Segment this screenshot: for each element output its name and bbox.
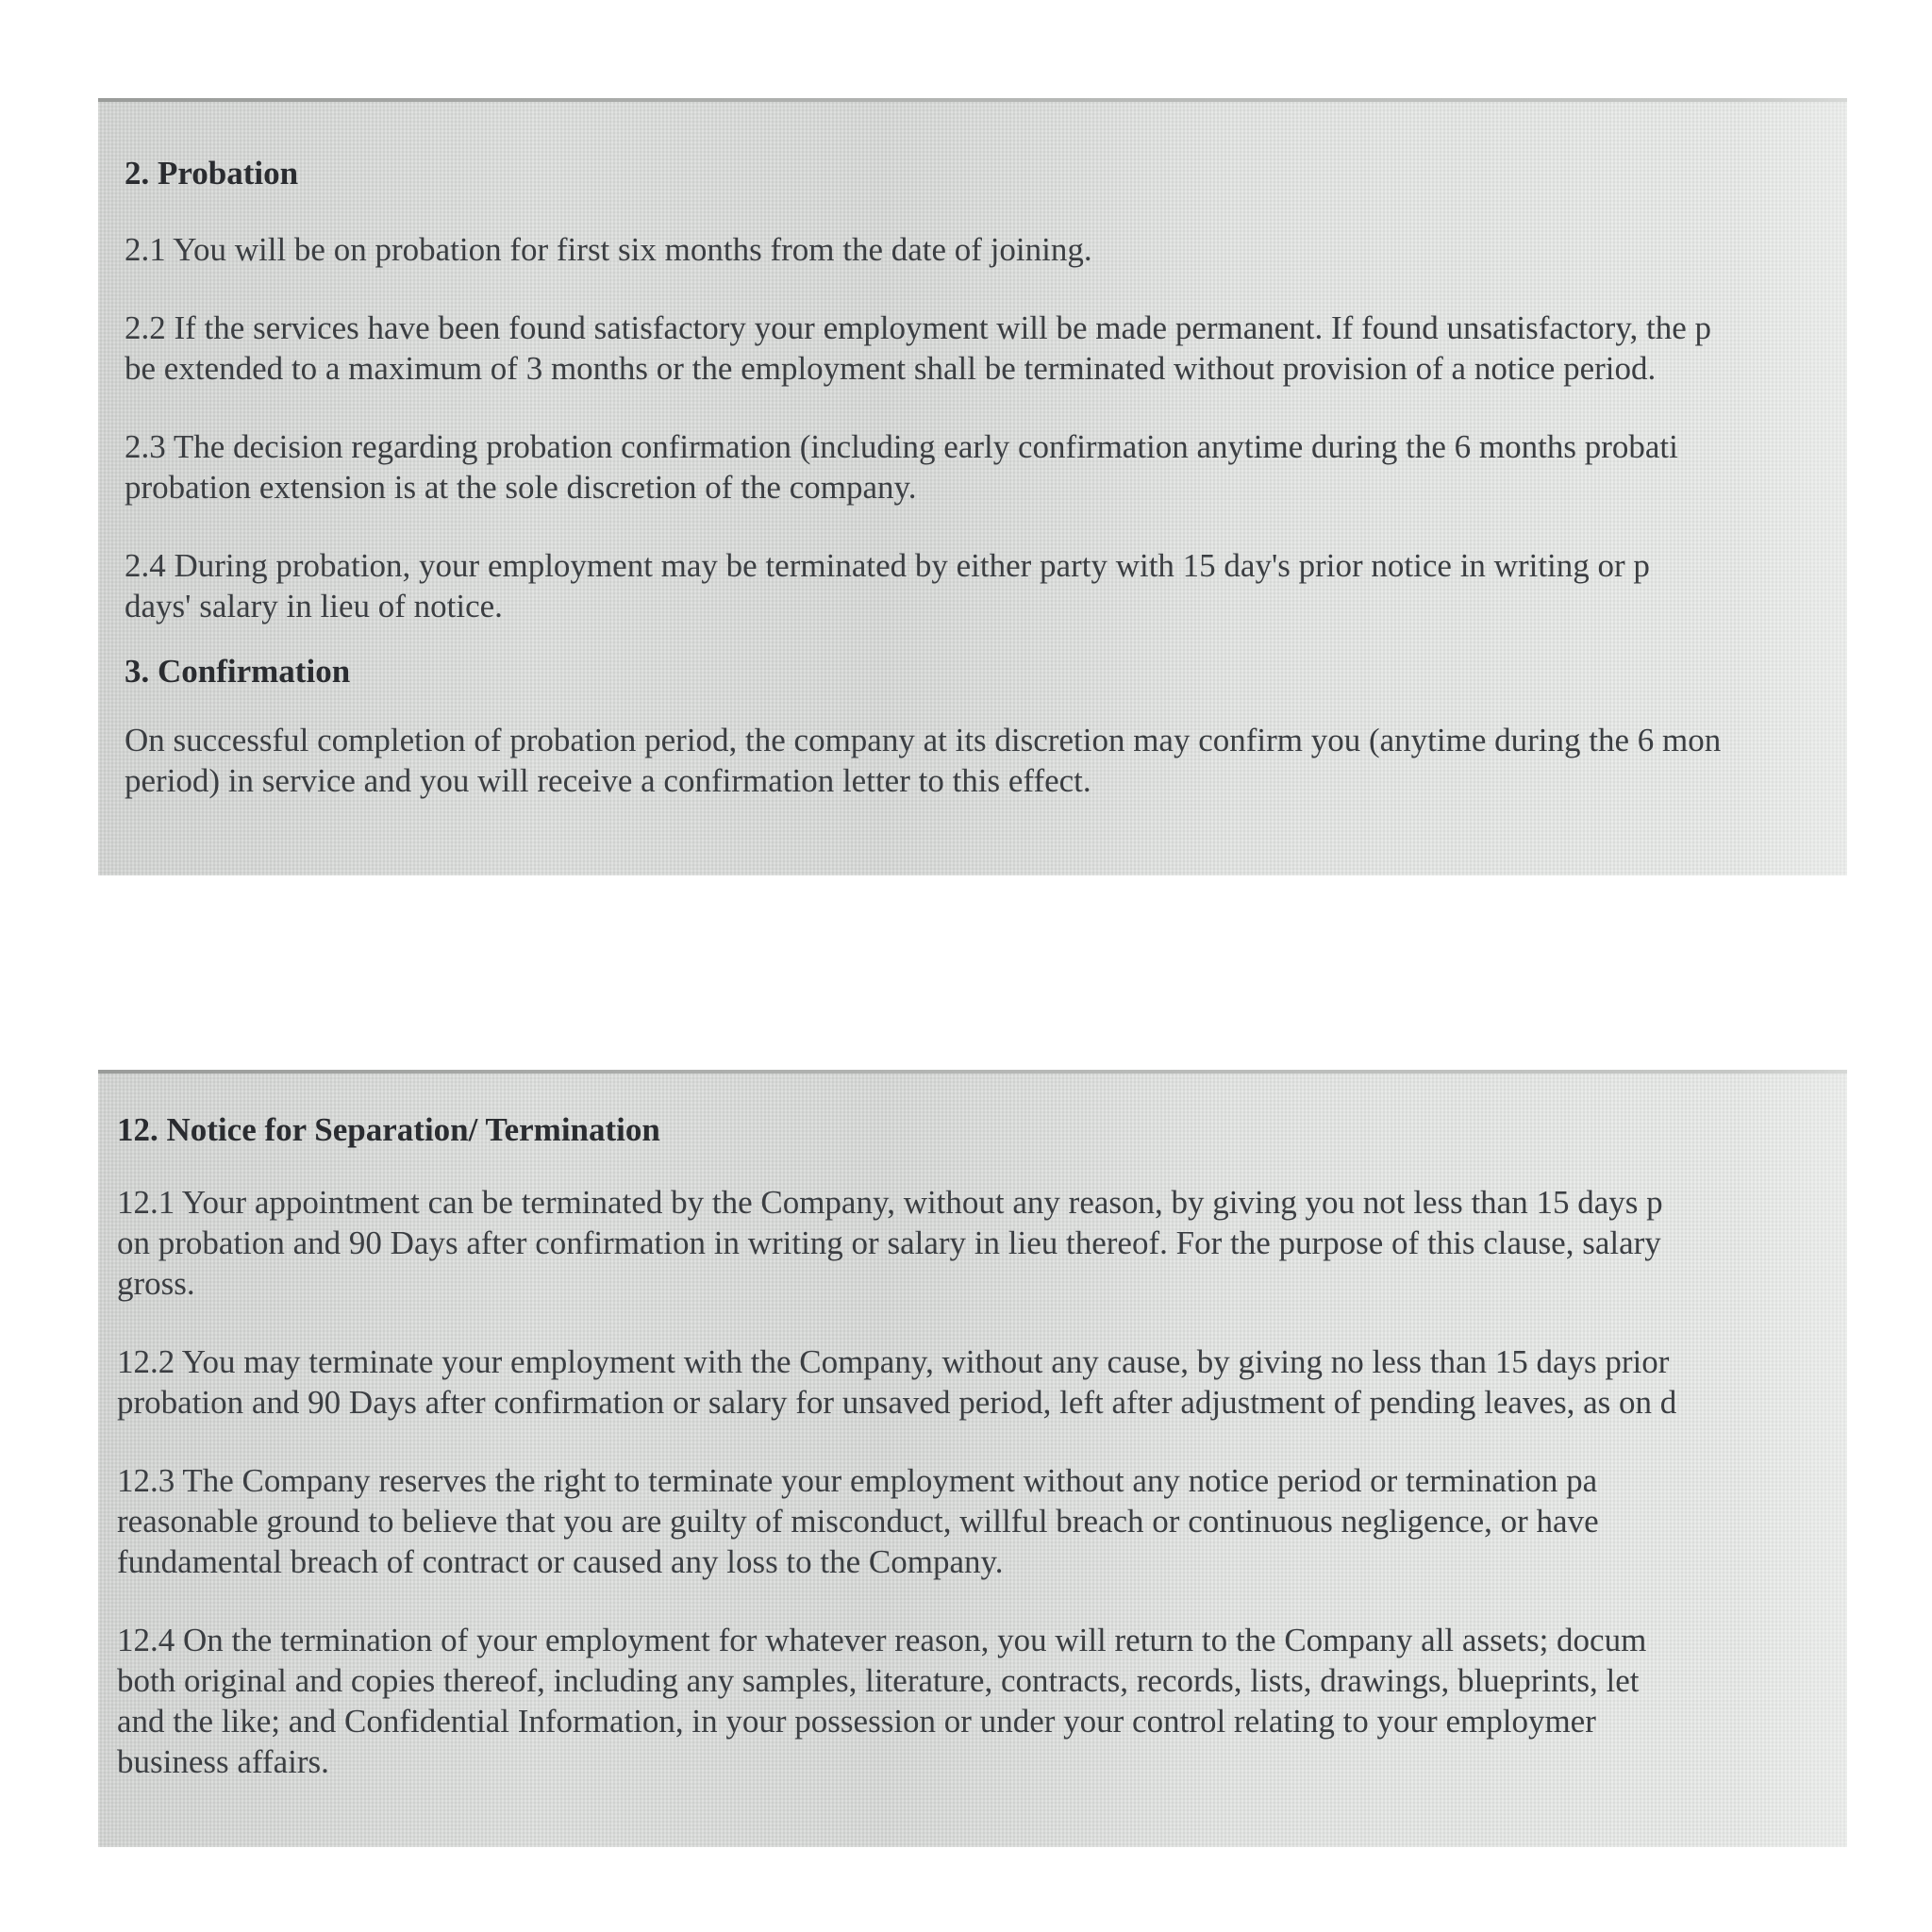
clause-line: 12.2 You may terminate your employment with the Company, without any cause, by giving no less than 15 days prior	[117, 1343, 1670, 1380]
clause-line: both original and copies thereof, including any samples, literature, contracts, records, lists, drawings, blueprints, let	[117, 1662, 1640, 1699]
clause-12-2	[117, 1341, 1676, 1423]
clause-line: days' salary in lieu of notice.	[125, 588, 503, 625]
section-heading-confirmation: 3. Confirmation	[125, 653, 351, 690]
clause-line: 12.3 The Company reserves the right to terminate your employment without any notice period or termination pa	[117, 1462, 1598, 1499]
clause-line: 2.3 The decision regarding probation confirmation (including early confirmation anytime during the 6 months probati	[125, 428, 1678, 465]
clause-2-4	[125, 545, 1721, 626]
clause-line: period) in service and you will receive a confirmation letter to this effect.	[125, 762, 1091, 799]
clause-line: be extended to a maximum of 3 months or the employment shall be terminated without provision of a notice period.	[125, 350, 1657, 387]
document-text-block	[125, 98, 1721, 839]
section-heading-notice-termination: 12. Notice for Separation/ Termination	[117, 1111, 660, 1148]
clause-2-1	[125, 229, 1721, 270]
clause-line: On successful completion of probation period, the company at its discretion may confirm you (anytime during the 6 mon	[125, 722, 1722, 758]
confirmation-paragraph	[125, 720, 1721, 801]
clause-12-4	[117, 1620, 1676, 1782]
section-heading-probation: 2. Probation	[125, 155, 299, 192]
clause-2-3	[125, 426, 1721, 508]
clause-line: 12.4 On the termination of your employment for whatever reason, you will return to the Company all assets; docum	[117, 1622, 1647, 1658]
clause-line: fundamental breach of contract or caused any loss to the Company.	[117, 1543, 1004, 1580]
clause-line: 2.2 If the services have been found satisfactory your employment will be made permanent. If found unsatisfactory, the p	[125, 309, 1712, 346]
document-text-block	[117, 1070, 1676, 1820]
clause-line: on probation and 90 Days after confirmation in writing or salary in lieu thereof. For the purpose of this clause, salary	[117, 1224, 1661, 1261]
clause-2-2	[125, 308, 1721, 389]
document-photo-top	[98, 98, 1847, 875]
clause-line: reasonable ground to believe that you are guilty of misconduct, willful breach or continuous negligence, or have	[117, 1503, 1599, 1540]
clause-line: gross.	[117, 1265, 195, 1302]
clause-line: and the like; and Confidential Information, in your possession or under your control relating to your employmer	[117, 1703, 1596, 1740]
clause-line: 12.1 Your appointment can be terminated by the Company, without any reason, by giving you not less than 15 days p	[117, 1184, 1663, 1221]
clause-12-1	[117, 1182, 1676, 1304]
clause-line: 2.4 During probation, your employment may be terminated by either party with 15 day's prior notice in writing or p	[125, 547, 1650, 584]
clause-line: 2.1 You will be on probation for first six months from the date of joining.	[125, 231, 1092, 268]
clause-line: probation extension is at the sole discretion of the company.	[125, 469, 917, 506]
document-photo-bottom	[98, 1070, 1847, 1847]
clause-12-3	[117, 1460, 1676, 1582]
clause-line: business affairs.	[117, 1743, 329, 1780]
clause-line: probation and 90 Days after confirmation or salary for unsaved period, left after adjustment of pending leaves, as on d	[117, 1384, 1677, 1421]
